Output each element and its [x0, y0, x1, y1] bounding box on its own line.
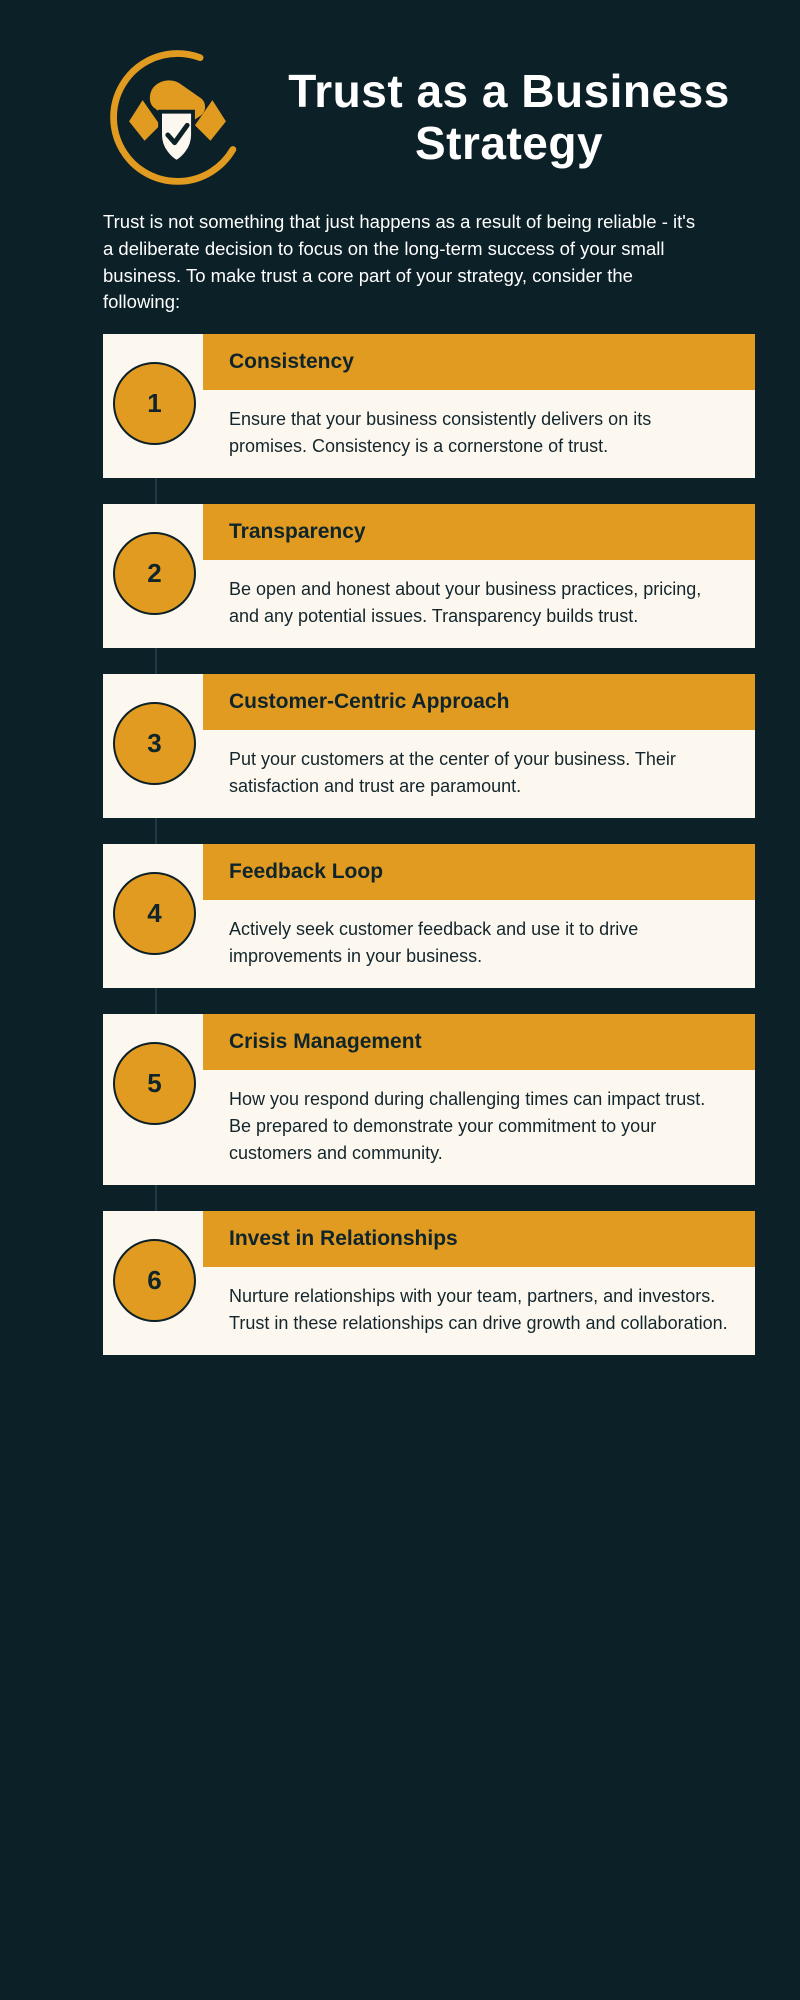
step-card [203, 504, 755, 648]
step-title: Crisis Management [203, 1014, 755, 1070]
page-title: Trust as a Business Strategy [288, 64, 730, 169]
step-number-badge: 6 [113, 1239, 196, 1322]
step-description: Put your customers at the center of your business. Their satisfaction and trust are paramount. [229, 749, 676, 797]
step-marker-column [103, 504, 203, 648]
step-title: Transparency [203, 504, 755, 560]
step-description: Actively seek customer feedback and use it to drive improvements in your business. [229, 919, 639, 967]
step-marker-column [103, 1211, 203, 1355]
handshake-shield-icon [100, 40, 255, 195]
step-item [103, 844, 755, 988]
header [0, 0, 800, 195]
steps-timeline [0, 334, 800, 1355]
step-item [103, 504, 755, 648]
step-description: Be open and honest about your business practices, pricing, and any potential issues. Transparency builds trust. [229, 579, 702, 627]
step-description: Ensure that your business consistently delivers on its promises. Consistency is a cornerstone of trust. [229, 409, 652, 457]
step-number-badge: 3 [113, 702, 196, 785]
step-number-badge: 4 [113, 872, 196, 955]
step-marker-column [103, 1014, 203, 1185]
step-item [103, 1211, 755, 1355]
step-title: Invest in Relationships [203, 1211, 755, 1267]
step-card [203, 674, 755, 818]
step-description: How you respond during challenging times can impact trust. Be prepared to demonstrate your commitment to your customers and community. [229, 1089, 706, 1164]
step-description: Nurture relationships with your team, partners, and investors. Trust in these relationships can drive growth and collaboration. [229, 1286, 728, 1334]
step-card [203, 1014, 755, 1185]
step-card [203, 334, 755, 478]
step-title: Consistency [203, 334, 755, 390]
step-number-badge: 2 [113, 532, 196, 615]
intro-paragraph: Trust is not something that just happens as a result of being reliable - it's a deliberate decision to focus on the long-term success of your small business. To make trust a core part of your strategy, consider the following: [103, 211, 696, 313]
step-title: Feedback Loop [203, 844, 755, 900]
step-card [203, 844, 755, 988]
step-title: Customer-Centric Approach [203, 674, 755, 730]
step-marker-column [103, 674, 203, 818]
step-number-badge: 5 [113, 1042, 196, 1125]
step-item [103, 1014, 755, 1185]
step-item [103, 674, 755, 818]
step-card [203, 1211, 755, 1355]
step-marker-column [103, 844, 203, 988]
step-number-badge: 1 [113, 362, 196, 445]
step-marker-column [103, 334, 203, 478]
step-item [103, 334, 755, 478]
